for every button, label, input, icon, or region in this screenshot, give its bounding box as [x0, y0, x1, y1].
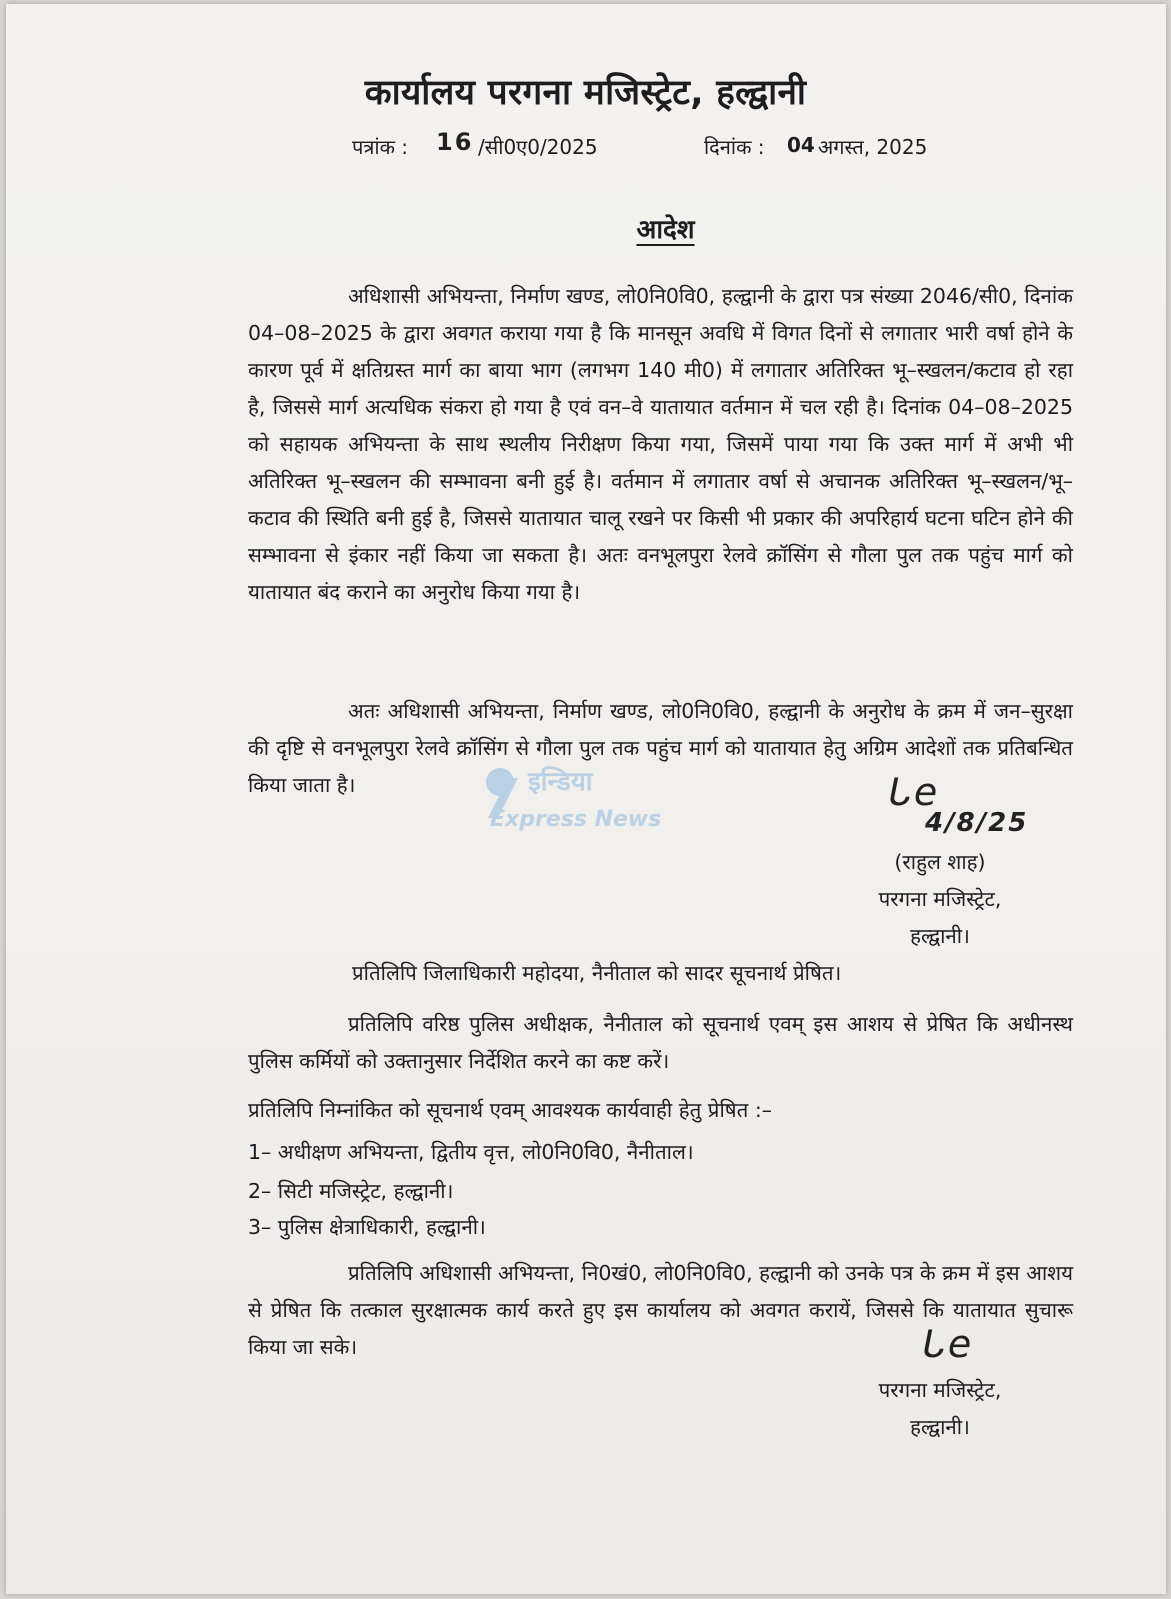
order-paragraph-1: अधिशासी अभियन्ता, निर्माण खण्ड, लो0नि0वि0, हल्द्वानी के द्वारा पत्र संख्या 2046/सी0, दिनांक 04–08–2025 के द्वारा अवगत कराया गया है कि मानसून अवधि में विगत दिनों से लगातार भारी वर्षा होने के कारण पूर्व में क्षतिग्रस्त मार्ग का बाया भाग (लगभग 140 मी0) में लगातार अतिरिक्त भू–स्खलन/कटाव हो रहा है, जिससे मार्ग अत्यधिक संकरा हो गया है एवं वन–वे यातायात वर्तमान में चल रही है। दिनांक 04–08–2025 को सहायक अभियन्ता के साथ स्थलीय निरीक्षण किया गया, जिसमें पाया गया कि उक्त मार्ग में अभी भी अतिरिक्त भू–स्खलन की सम्भावना बनी हुई है। वर्तमान में लगातार वर्षा से अचानक अतिरिक्त भू–स्खलन/भू–कटाव की स्थिति बनी हुई है, जिससे यातायात चालू रखने पर किसी भी प्रकार की अपरिहार्य घटना घटिन होने की सम्भावना से इंकार नहीं किया जा सकता है। अतः वनभूलपुरा रेलवे क्रॉसिंग से गौला पुल तक पहुंच मार्ग को यातायात बंद कराने का अनुरोध किया गया है। [248, 284, 1073, 604]
signatory-place-2: हल्द्वानी। [910, 1415, 970, 1439]
list-item: 2– सिटी मजिस्ट्रेट, हल्द्वानी। [248, 1179, 454, 1203]
signature-initials: ᒐe [888, 770, 940, 814]
letter-number-handwritten: 16 [436, 128, 474, 156]
office-title: कार्यालय परगना मजिस्ट्रेट, हल्द्वानी [364, 73, 807, 113]
date-month-year: अगस्त, 2025 [818, 135, 928, 159]
signatory-designation-2: परगना मजिस्ट्रेट, [878, 1378, 1002, 1402]
copy-to-district-magistrate: प्रतिलिपि जिलाधिकारी महोदया, नैनीताल को सादर सूचनार्थ प्रेषित। [352, 961, 842, 985]
signature-date-handwritten: 4/8/25 [925, 808, 1029, 838]
date-label: दिनांक : [704, 135, 765, 159]
copy-to-ssp: प्रतिलिपि वरिष्ठ पुलिस अधीक्षक, नैनीताल को सूचनार्थ एवम् इस आशय से प्रेषित कि अधीनस्थ पुलिस कर्मियों को उक्तानुसार निर्देशित करने का कष्ट करें। [248, 1012, 1073, 1073]
list-item: 3– पुलिस क्षेत्राधिकारी, हल्द्वानी। [248, 1215, 486, 1239]
order-heading: आदेश [636, 215, 695, 245]
copy-list-intro: प्रतिलिपि निम्नांकित को सूचनार्थ एवम् आवश्यक कार्यवाही हेतु प्रेषित :– [248, 1098, 772, 1122]
signatory-designation: परगना मजिस्ट्रेट, [878, 887, 1002, 911]
list-item: 1– अधीक्षण अभियन्ता, द्वितीय वृत्त, लो0नि0वि0, नैनीताल। [248, 1140, 694, 1164]
signature-block-1 [840, 844, 1040, 955]
letter-number-label: पत्रांक : [352, 135, 409, 159]
order-paragraph-2: अतः अधिशासी अभियन्ता, निर्माण खण्ड, लो0नि0वि0, हल्द्वानी के अनुरोध के क्रम में जन–सुरक्षा की दृष्टि से वनभूलपुरा रेलवे क्रॉसिंग से गौला पुल तक पहुंच मार्ग को यातायात हेतु अग्रिम आदेशों तक प्रतिबन्धित किया जाता है। [248, 699, 1073, 797]
letter-number-suffix: /सी0ए0/2025 [478, 135, 598, 159]
signatory-name: (राहुल शाह) [894, 850, 986, 874]
watermark-brand: इन्डिया [528, 767, 593, 797]
signatory-place: हल्द्वानी। [910, 924, 970, 948]
signature-block-2 [840, 1372, 1040, 1446]
watermark-tagline: Express News [490, 807, 662, 832]
date-day: 04 [787, 133, 815, 157]
signature-initials-2: ᒐe [922, 1322, 974, 1366]
copy-to-executive-engineer: प्रतिलिपि अधिशासी अभियन्ता, नि0खं0, लो0नि0वि0, हल्द्वानी को उनके पत्र के क्रम में इस आशय से प्रेषित कि तत्काल सुरक्षात्मक कार्य करते हुए इस कार्यालय को अवगत करायें, जिससे कि यातायात सुचारू किया जा सके। [248, 1261, 1073, 1359]
